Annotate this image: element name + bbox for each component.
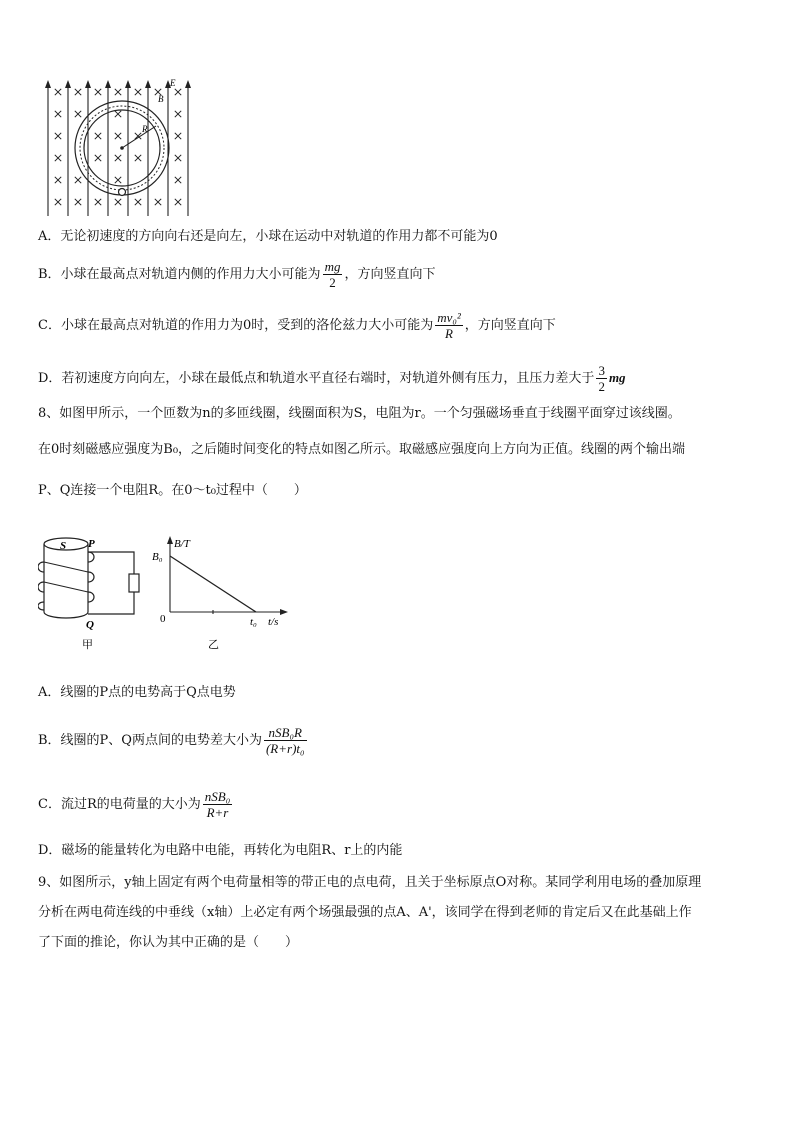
q8-graph-t0: t₀	[250, 616, 257, 628]
q7-option-c[interactable]	[38, 309, 556, 343]
q8-option-b-num: nSB₀R	[264, 725, 307, 741]
q8-option-c-num: nSB₀	[204, 789, 231, 804]
q7-option-b[interactable]	[38, 258, 435, 292]
q7-option-d-fraction	[596, 363, 607, 394]
q7-option-c-fraction	[435, 310, 463, 341]
q7-option-c-num: mv₀²	[437, 310, 461, 325]
q7-option-b-den: 2	[329, 275, 336, 290]
q8-graph-ylabel: B/T	[174, 538, 190, 550]
q7-option-b-pre: B．小球在最高点对轨道内侧的作用力大小可能为	[38, 267, 321, 282]
q7-option-b-post: ，方向竖直向下	[344, 267, 436, 282]
q8-figure-graph	[148, 534, 308, 654]
q8-option-b-den: (R+r)t₀	[265, 741, 305, 756]
q8-option-d[interactable]	[38, 842, 402, 860]
q7-option-a[interactable]	[38, 228, 498, 246]
q8-label-P: P	[88, 538, 95, 550]
q8-graph-origin: 0	[160, 613, 166, 625]
q7-option-d-den: 2	[598, 379, 605, 394]
q8-label-Q: Q	[86, 619, 94, 631]
q7-option-b-num: mg	[324, 259, 341, 274]
q8-stem-line-2: 在0时刻磁感应强度为B₀，之后随时间变化的特点如图乙所示。取磁感应强度向上方向为正值。线圈的两个输出端	[38, 442, 686, 457]
q8-caption-jia: 甲	[82, 639, 93, 651]
q9-stem-line-3: 了下面的推论，你认为其中正确的是（ ）	[38, 935, 299, 950]
q8-option-a[interactable]	[38, 684, 236, 702]
q7-label-B: B	[158, 94, 164, 104]
q7-label-E: E	[170, 78, 176, 88]
q9-stem-line-2: 分析在两电荷连线的中垂线（x轴）上必定有两个场强最强的点A、A'，该同学在得到老师的肯定后又在此基础上作	[38, 905, 692, 920]
q8-graph-b0: B₀	[152, 551, 163, 563]
q8-option-c-fraction	[203, 789, 232, 820]
q8-option-b[interactable]	[38, 722, 309, 760]
q7-option-d[interactable]	[38, 361, 626, 396]
q8-stem-line-1: 8、如图甲所示，一个匝数为n的多匝线圈，线圈面积为S，电阻为r。一个匀强磁场垂直于线圈平面穿过该线圈。	[38, 406, 681, 421]
q7-label-R: R	[142, 124, 148, 134]
q8-option-b-pre: B．线圈的P、Q两点间的电势差大小为	[38, 733, 262, 748]
q7-option-d-pre: D．若初速度方向向左，小球在最低点和轨道水平直径右端时，对轨道外侧有压力，且压力差大于	[38, 371, 595, 386]
q8-option-c-pre: C．流过R的电荷量的大小为	[38, 797, 201, 812]
q8-option-d-text: D．磁场的能量转化为电路中电能，再转化为电阻R、r上的内能	[38, 843, 403, 858]
q7-option-b-fraction	[323, 259, 343, 290]
q8-label-S: S	[60, 540, 67, 552]
q8-option-b-fraction	[264, 725, 307, 756]
q8-option-a-text: A．线圈的P点的电势高于Q点电势	[38, 685, 236, 700]
q8-caption-yi: 乙	[208, 639, 219, 651]
q7-option-c-pre: C．小球在最高点对轨道的作用力为0时，受到的洛伦兹力大小可能为	[38, 318, 434, 333]
q8-option-c-den: R+r	[206, 805, 229, 820]
q8-graph-xlabel: t/s	[268, 616, 279, 628]
q9-stem-line-1: 9、如图所示，y轴上固定有两个电荷量相等的带正电的点电荷，且关于坐标原点O对称。某同学利用电场的叠加原理	[38, 875, 702, 890]
q7-option-c-post: ，方向竖直向下	[464, 318, 556, 333]
q7-option-a-text: A．无论初速度的方向向右还是向左，小球在运动中对轨道的作用力都不可能为0	[38, 229, 498, 244]
q8-option-c[interactable]	[38, 786, 234, 824]
q8-stem-line-3: P、Q连接一个电阻R。在0～t₀过程中（ ）	[38, 483, 307, 498]
q8-figure-coil	[38, 534, 148, 654]
q7-option-d-post: mg	[608, 370, 626, 385]
q7-figure	[38, 76, 198, 220]
q7-option-d-num: 3	[598, 363, 605, 378]
q7-option-c-den: R	[445, 326, 453, 341]
